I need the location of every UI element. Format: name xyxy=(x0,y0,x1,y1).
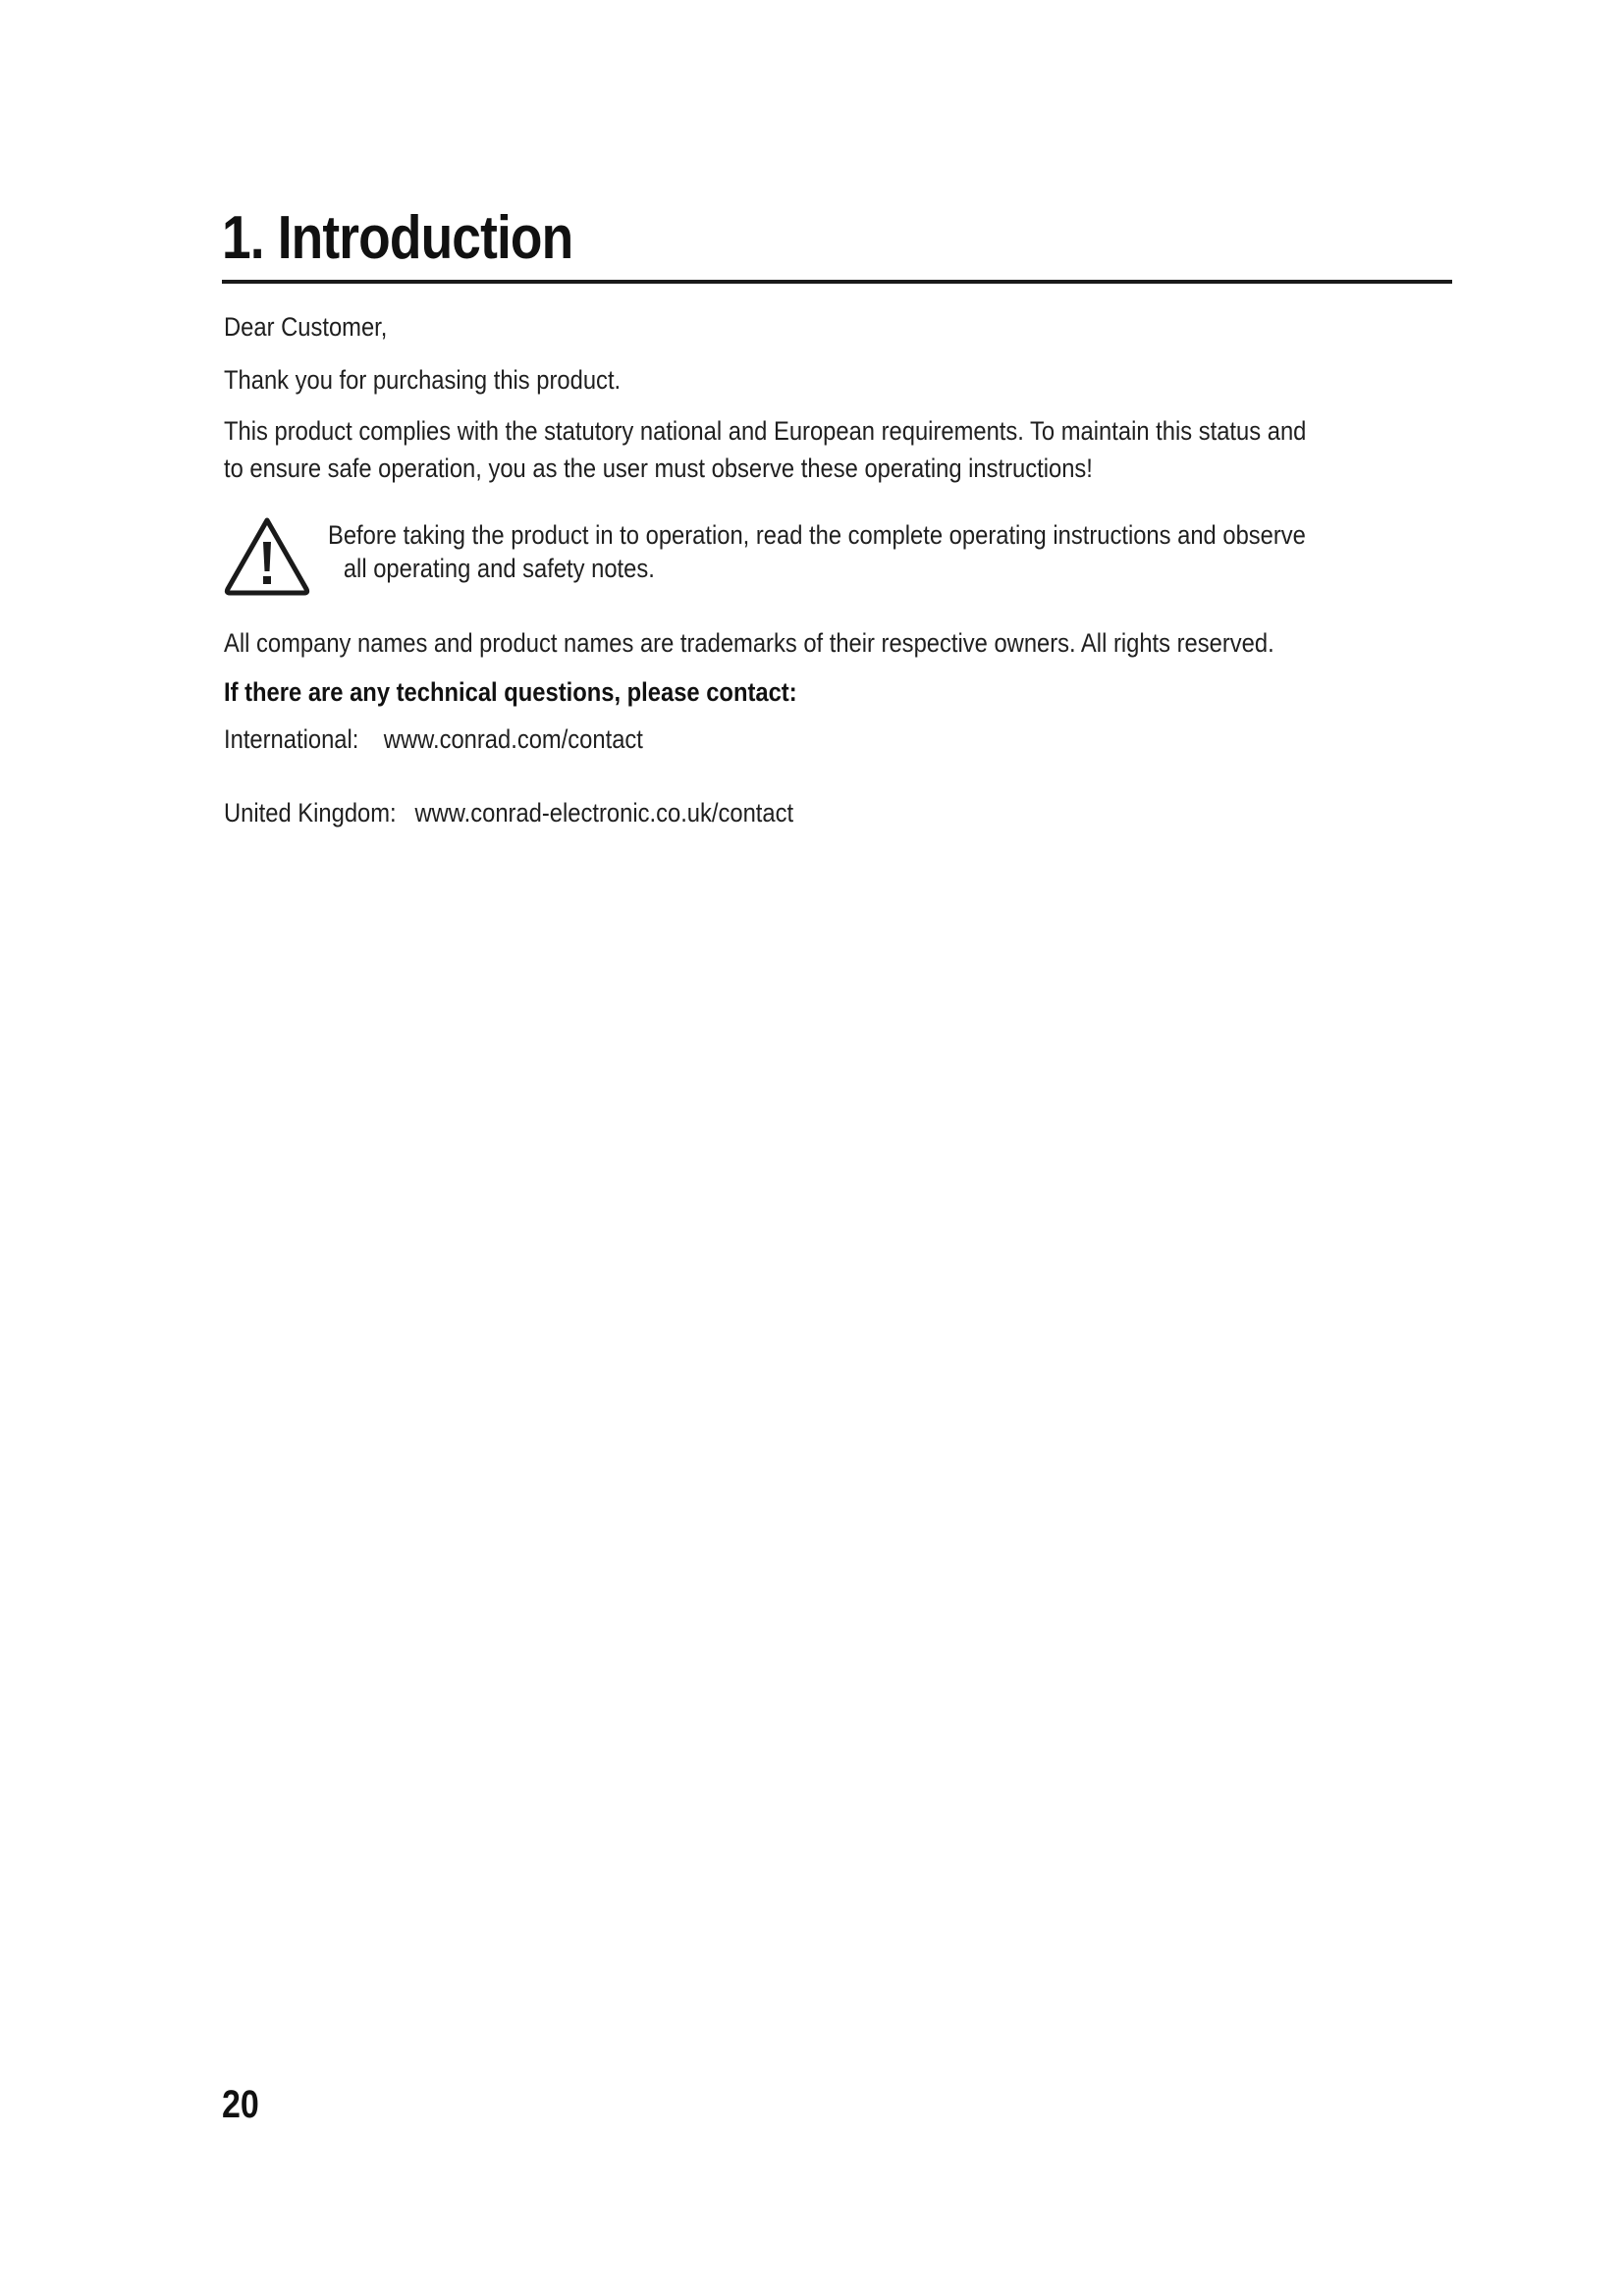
greeting-text: Dear Customer, xyxy=(224,312,388,342)
page-number: 20 xyxy=(222,2083,259,2126)
warning-note-line-1: Before taking the product in to operation, read the complete operating instructions and observe xyxy=(328,520,1306,550)
title-underline xyxy=(222,280,1452,284)
international-label: International: xyxy=(224,724,359,754)
warning-note xyxy=(328,518,1306,585)
uk-url[interactable]: www.conrad-electronic.co.uk/contact xyxy=(414,798,794,828)
compliance-text-line-1: This product complies with the statutory national and European requirements. To maintain this status and xyxy=(224,416,1307,446)
international-url[interactable]: www.conrad.com/contact xyxy=(383,724,643,754)
uk-label: United Kingdom: xyxy=(224,798,397,828)
warning-note-line-2: all operating and safety notes. xyxy=(343,554,655,583)
thanks-text: Thank you for purchasing this product. xyxy=(224,365,622,395)
page-title: 1. Introduction xyxy=(222,204,573,272)
warning-triangle-icon xyxy=(222,514,312,597)
contact-heading: If there are any technical questions, please contact: xyxy=(224,677,797,707)
contact-united-kingdom xyxy=(224,794,793,831)
compliance-text-line-2: to ensure safe operation, you as the user must observe these operating instructions! xyxy=(224,454,1093,483)
contact-international xyxy=(224,721,643,758)
trademarks-text: All company names and product names are trademarks of their respective owners. All rights reserved. xyxy=(224,628,1274,658)
